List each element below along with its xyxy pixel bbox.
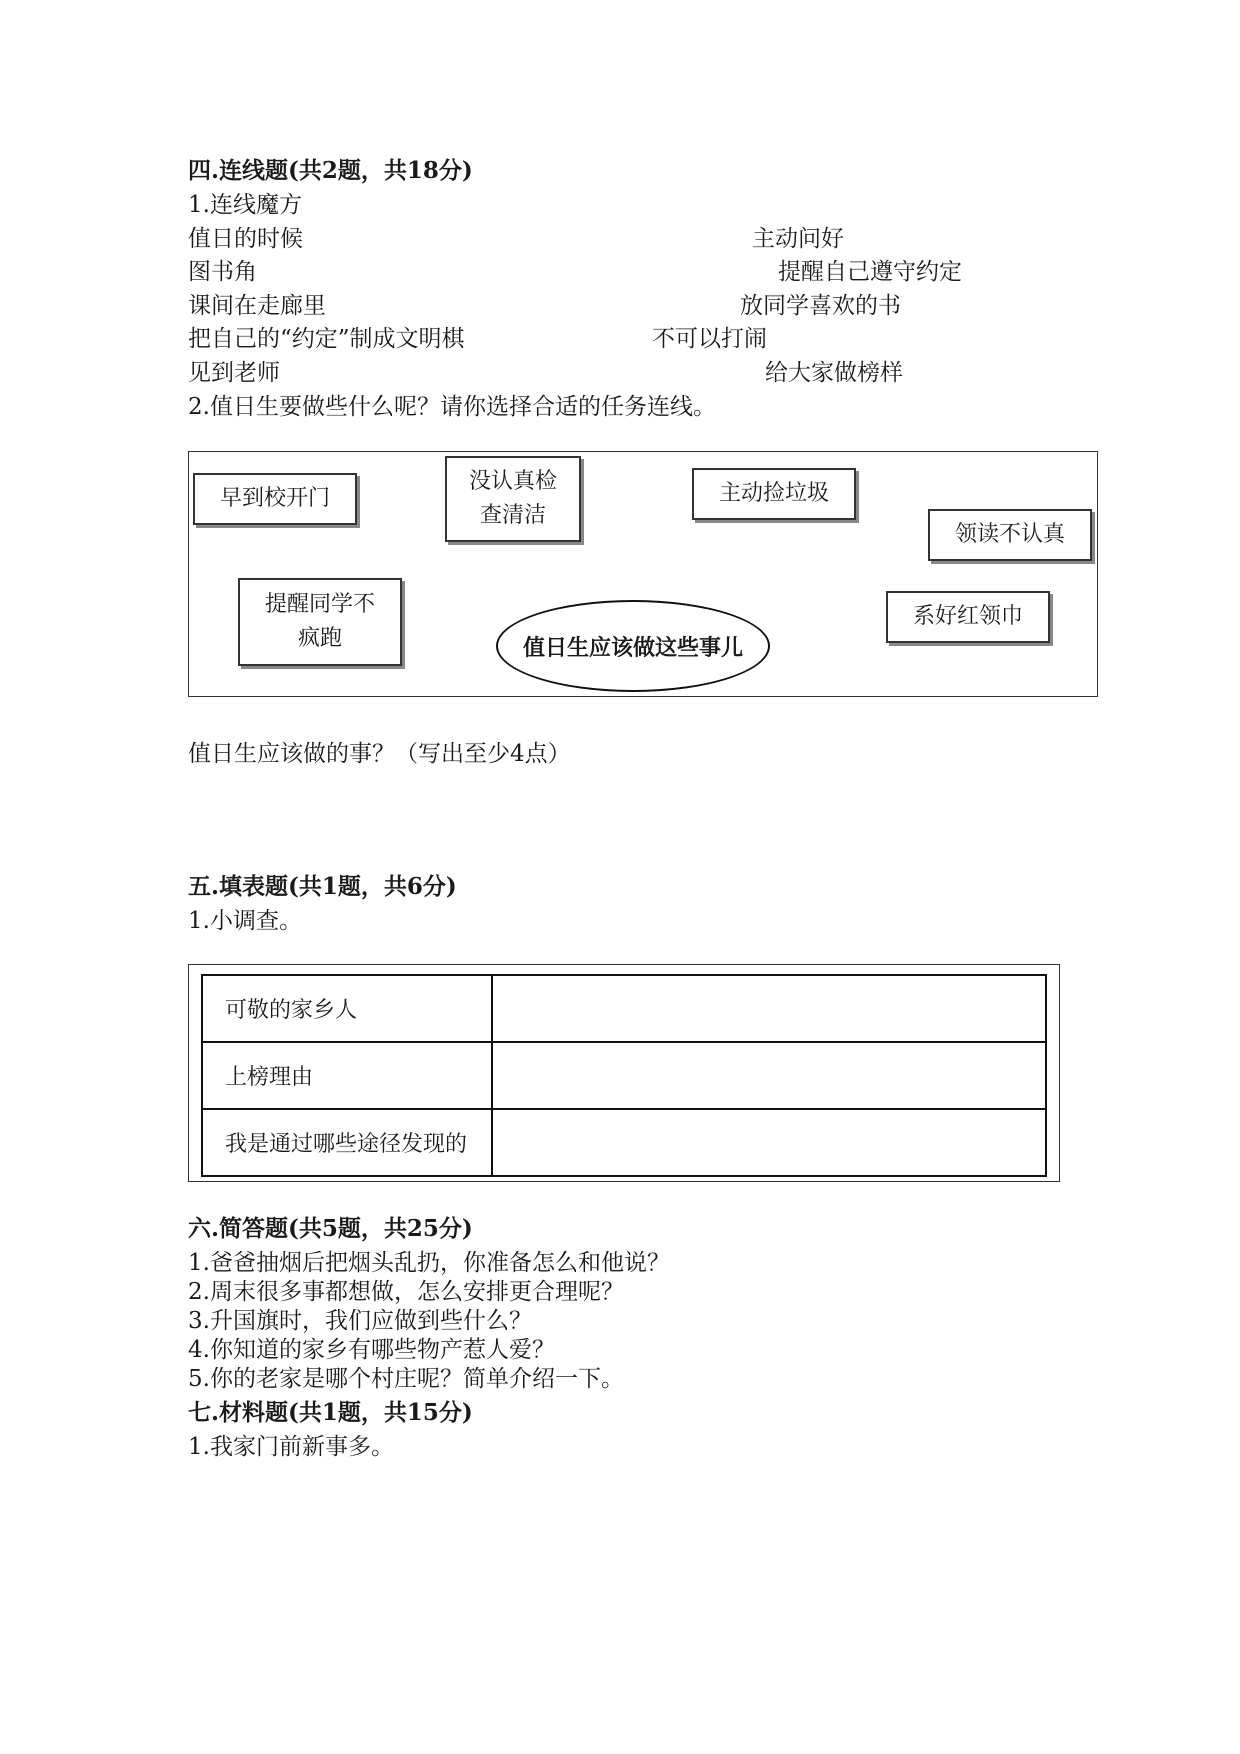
task-card: 系好红领巾: [886, 591, 1050, 643]
table-row: [202, 1042, 1046, 1109]
match-left-1: 值日的时候: [188, 226, 303, 252]
section7-heading: 七.材料题(共1题，共15分): [188, 1399, 473, 1426]
answer-cell[interactable]: [492, 1109, 1046, 1176]
match-right-3: 放同学喜欢的书: [740, 293, 901, 319]
task-card: 主动捡垃圾: [692, 468, 856, 520]
q2-title: 2.值日生要做些什么呢？请你选择合适的任务连线。: [188, 394, 716, 420]
q2-prompt: 值日生应该做的事？（写出至少4点）: [188, 741, 571, 767]
question-item: 1.爸爸抽烟后把烟头乱扔，你准备怎么和他说？: [188, 1250, 670, 1276]
question-item: 3.升国旗时，我们应做到些什么？: [188, 1308, 532, 1334]
section4-heading: 四.连线题(共2题，共18分): [188, 157, 473, 184]
match-right-1: 主动问好: [752, 226, 844, 252]
survey-table-frame: [188, 964, 1060, 1182]
question-item: 5.你的老家是哪个村庄呢？简单介绍一下。: [188, 1366, 624, 1392]
match-left-5: 见到老师: [188, 360, 280, 386]
question-item: 2.周末很多事都想做，怎么安排更合理呢？: [188, 1279, 624, 1305]
task-card: 没认真检查清洁: [445, 456, 581, 542]
answer-cell[interactable]: [492, 1042, 1046, 1109]
section5-heading: 五.填表题(共1题，共6分): [188, 873, 457, 900]
match-right-4: 不可以打闹: [652, 326, 767, 352]
section6-heading: 六.简答题(共5题，共25分): [188, 1215, 473, 1242]
row-label: 可敬的家乡人: [202, 975, 492, 1042]
match-left-4: 把自己的“约定”制成文明棋: [188, 326, 465, 352]
task-card: 领读不认真: [928, 509, 1092, 561]
task-card: 提醒同学不疯跑: [238, 578, 402, 666]
material-question: 1.我家门前新事多。: [188, 1434, 394, 1460]
table-row: [202, 1109, 1046, 1176]
match-left-3: 课间在走廊里: [188, 293, 326, 319]
answer-cell[interactable]: [492, 975, 1046, 1042]
q1-title: 1.连线魔方: [188, 192, 302, 218]
match-left-2: 图书角: [188, 259, 257, 285]
center-oval: 值日生应该做这些事儿: [496, 600, 770, 692]
row-label: 上榜理由: [202, 1042, 492, 1109]
survey-table: [201, 974, 1047, 1177]
task-matching-box: [188, 451, 1098, 697]
question-item: 4.你知道的家乡有哪些物产惹人爱？: [188, 1337, 555, 1363]
match-right-2: 提醒自己遵守约定: [778, 259, 962, 285]
table-row: [202, 975, 1046, 1042]
row-label: 我是通过哪些途径发现的: [202, 1109, 492, 1176]
task-card: 早到校开门: [193, 473, 357, 525]
match-right-5: 给大家做榜样: [765, 360, 903, 386]
q1-survey-title: 1.小调查。: [188, 908, 302, 934]
